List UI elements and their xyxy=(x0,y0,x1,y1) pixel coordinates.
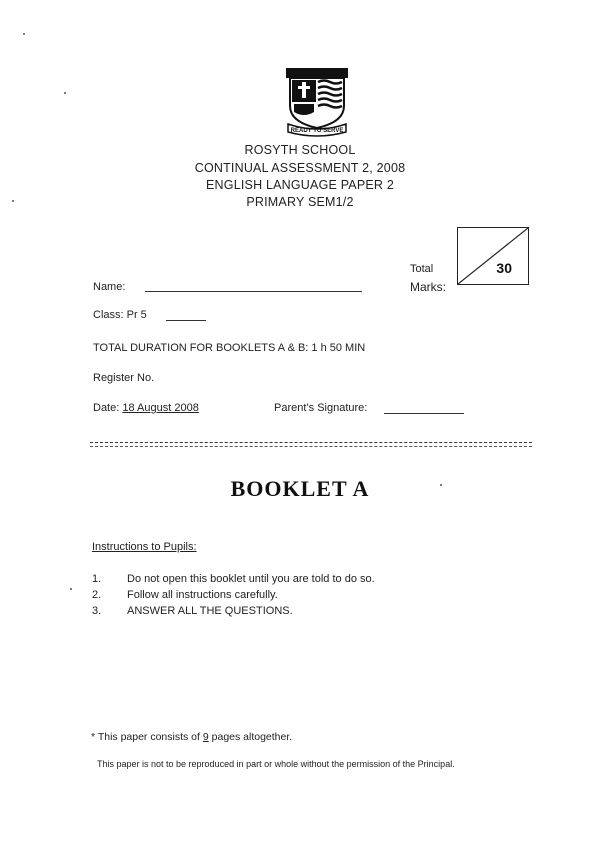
scan-speck xyxy=(64,92,66,94)
date-value: 18 August 2008 xyxy=(122,402,199,414)
instructions-heading-text: Instructions to Pupils: xyxy=(92,541,197,553)
scan-speck xyxy=(70,588,72,590)
pages-suffix: pages altogether. xyxy=(208,731,293,743)
instruction-number: 1. xyxy=(92,573,102,585)
instruction-item: Do not open this booklet until you are told to do so. xyxy=(127,573,375,585)
name-field-line[interactable] xyxy=(145,291,362,292)
instruction-number: 2. xyxy=(92,589,102,601)
pages-prefix: * This paper consists of xyxy=(91,731,203,743)
duration-text: TOTAL DURATION FOR BOOKLETS A & B: 1 h 50 MIN xyxy=(93,342,366,354)
assessment-title: CONTINUAL ASSESSMENT 2, 2008 xyxy=(194,161,406,175)
level-title: PRIMARY SEM1/2 xyxy=(246,195,354,209)
school-name: ROSYTH SCHOOL xyxy=(244,143,356,157)
copyright-note: This paper is not to be reproduced in part or whole without the permission of the Principal. xyxy=(97,759,455,769)
date-line xyxy=(93,402,199,414)
booklet-title: BOOKLET A xyxy=(230,476,370,501)
total-marks-value: 30 xyxy=(496,260,512,276)
instruction-item: Follow all instructions carefully. xyxy=(127,589,278,601)
paper-title: ENGLISH LANGUAGE PAPER 2 xyxy=(206,178,394,192)
instructions-heading xyxy=(92,541,197,553)
class-field-line[interactable] xyxy=(166,320,206,321)
name-label: Name: xyxy=(93,281,126,293)
scan-speck xyxy=(23,33,25,35)
school-crest-logo xyxy=(284,68,350,138)
marks-diagonal xyxy=(458,228,528,284)
register-label: Register No. xyxy=(93,372,155,384)
pages-count: 9 xyxy=(202,731,209,743)
signature-label: Parent’s Signature: xyxy=(274,402,368,414)
crest-motto: READY TO SERVE xyxy=(290,128,344,134)
section-divider xyxy=(90,442,532,447)
signature-field-line[interactable] xyxy=(384,413,464,414)
marks-label: Marks: xyxy=(410,280,446,294)
date-label: Date: xyxy=(93,402,120,414)
pages-note xyxy=(91,731,292,743)
instruction-number: 3. xyxy=(92,605,102,617)
total-label: Total xyxy=(410,263,434,275)
instruction-item: ANSWER ALL THE QUESTIONS. xyxy=(127,605,293,617)
total-marks-box xyxy=(457,227,529,285)
class-label: Class: Pr 5 xyxy=(93,309,147,321)
